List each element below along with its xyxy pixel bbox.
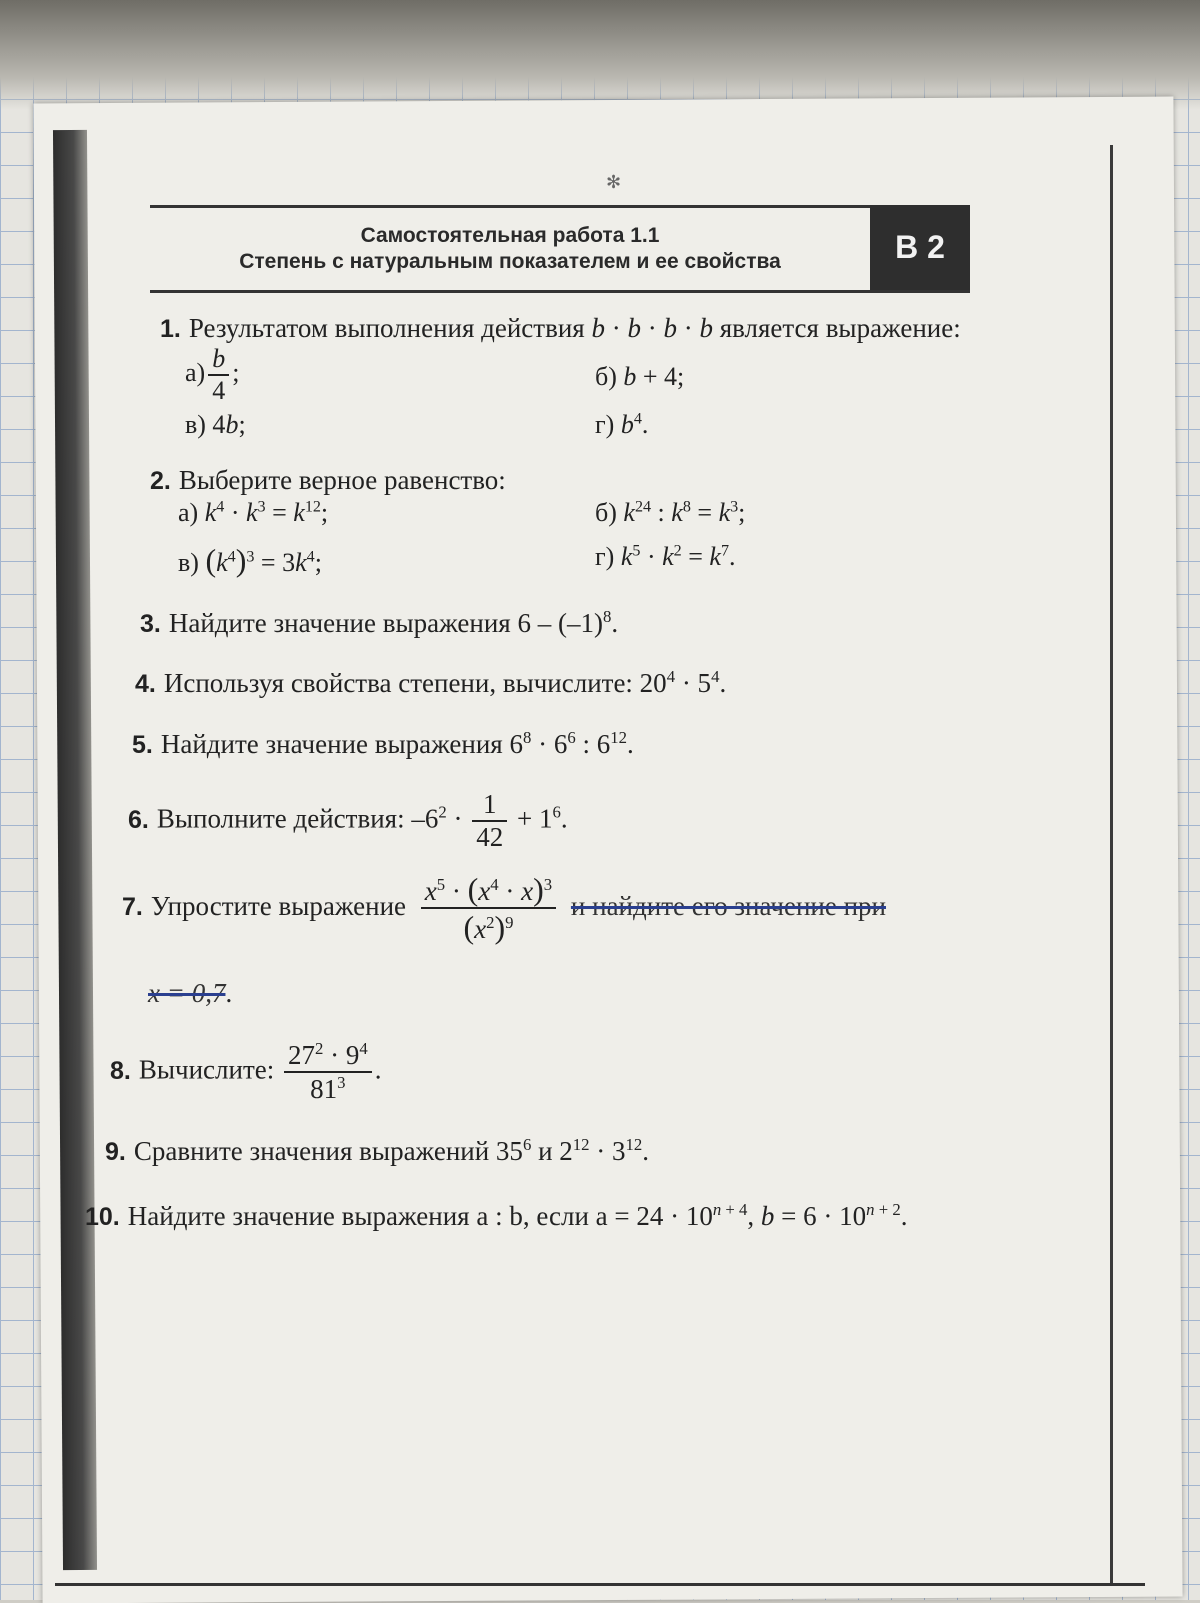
task-text: Выполните действия: –6 bbox=[156, 803, 439, 834]
top-shadow bbox=[0, 0, 1200, 110]
task-2-option-v: в) $(k^4)^3 = 3k^4$; bbox=[178, 542, 322, 578]
task-9: 9. Сравните значения выражений $35^6$ и $2^{12} \cdot 3^{12}$. bbox=[105, 1135, 649, 1166]
fraction: $\frac{27^2 \cdot 9^4}{81^3}$ bbox=[284, 1040, 372, 1105]
task-1-option-a: а) $\frac{b}{4}$ ; bbox=[185, 344, 240, 405]
task-text: Упростите выражение bbox=[150, 891, 407, 922]
task-2-option-g: г) $k^5 \cdot k^2 = k^7$. bbox=[595, 542, 736, 571]
task-number: 6. bbox=[128, 805, 149, 834]
task-4: 4. Используя свойства степени, вычислите: $20^4 \cdot 5^4$. bbox=[135, 667, 727, 698]
task-6: 6. Выполните действия: $-6^2$ · $\frac{1}{42}$ + $1^6$. bbox=[128, 789, 568, 852]
variant-badge: В 2 bbox=[870, 205, 970, 290]
task-number: 7. bbox=[122, 893, 143, 922]
task-text: Сравните значения выражений 35 bbox=[133, 1136, 523, 1166]
task-number: 10. bbox=[85, 1203, 120, 1231]
task-10: 10. Найдите значение выражения a : b, если $a = 24 \cdot 10^{n + 4}$, $b = 6 \cdot 10^{n + 2}$. bbox=[85, 1200, 908, 1231]
task-7 bbox=[122, 872, 886, 946]
task-2-option-a: а) $k^4 \cdot k^3 = k^{12}$; bbox=[178, 498, 329, 527]
task-7-struck-value: x = 0,7. bbox=[148, 978, 233, 1008]
fraction: $\frac{1}{42}$ bbox=[472, 790, 507, 853]
task-number: 3. bbox=[140, 610, 161, 638]
task-number: 1. bbox=[160, 315, 181, 343]
bottom-border-line bbox=[55, 1583, 1145, 1586]
right-border-line bbox=[1110, 145, 1113, 1585]
worksheet-header bbox=[150, 205, 970, 293]
task-1 bbox=[160, 313, 961, 344]
task-number: 5. bbox=[132, 731, 153, 759]
task-2-option-b: б) $k^{24}$ : $k^8 = k^3$; bbox=[595, 498, 746, 527]
task-text: Выберите верное равенство: bbox=[178, 465, 506, 495]
task-text: Результатом выполнения действия b · b · b · b является выражение: bbox=[188, 313, 961, 343]
task-1-option-v: в) 4b; bbox=[185, 410, 246, 439]
task-text: Найдите значение выражения 6 – (–1) bbox=[168, 608, 603, 638]
task-3: 3. Найдите значение выражения $6 - (-1)^8$. bbox=[140, 607, 619, 638]
task-1-option-g: г) $b^4$. bbox=[595, 410, 649, 439]
task-number: 2. bbox=[150, 467, 171, 495]
struck-out-text: и найдите его значение при bbox=[570, 891, 886, 922]
task-text: Используя свойства степени, вычислите: 20 bbox=[163, 668, 667, 698]
fraction: $\frac{x^5 \cdot (x^4 \cdot x)^3}{(x^2)^9}$ bbox=[421, 872, 556, 946]
task-5: 5. Найдите значение выражения $6^8 \cdot 6^6$ : $6^{12}$. bbox=[132, 728, 634, 759]
task-number: 4. bbox=[135, 670, 156, 698]
task-number: 9. bbox=[105, 1138, 126, 1166]
task-1-option-b: б) b + 4; bbox=[595, 362, 685, 391]
header-title: Самостоятельная работа 1.1 bbox=[360, 224, 660, 247]
task-text: Найдите значение выражения 6 bbox=[160, 729, 523, 759]
ornament-icon: ✻ bbox=[606, 172, 622, 192]
task-text: Вычислите: bbox=[138, 1054, 275, 1085]
header-subtitle: Степень с натуральным показателем и ее свойства bbox=[239, 250, 781, 273]
task-8: 8. Вычислите: $\frac{27^2 \cdot 9^4}{81^3}$ . bbox=[110, 1039, 382, 1104]
task-text: Найдите значение выражения a : b, если a = 24 · 10 bbox=[127, 1201, 713, 1231]
fraction: $\frac{b}{4}$ bbox=[208, 345, 229, 405]
task-number: 8. bbox=[110, 1056, 131, 1085]
task-2 bbox=[150, 465, 506, 496]
